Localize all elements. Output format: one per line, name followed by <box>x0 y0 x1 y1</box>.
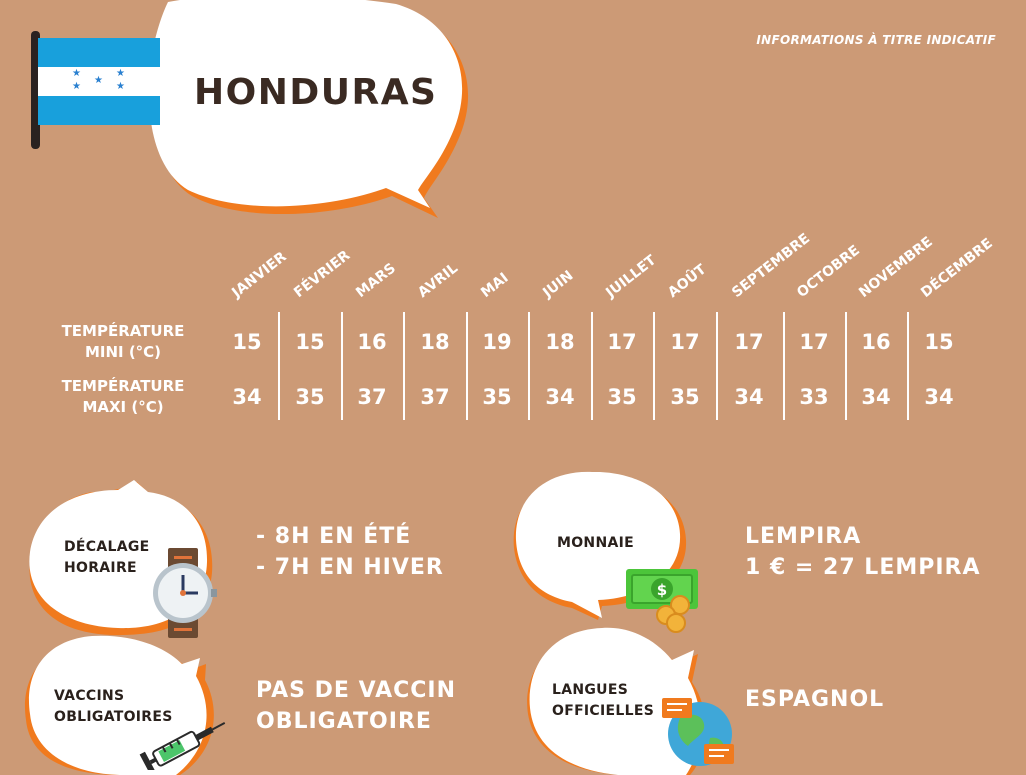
svg-text:★: ★ <box>116 81 125 92</box>
min-temp-value: 18 <box>545 330 575 354</box>
month-label: DÉCEMBRE <box>918 235 996 301</box>
max-temp-value: 35 <box>295 385 325 409</box>
vaccines-value: PAS DE VACCIN OBLIGATOIRE <box>256 678 457 734</box>
max-temp-value: 33 <box>799 385 829 409</box>
max-temp-value: 34 <box>232 385 262 409</box>
min-temp-value: 17 <box>799 330 829 354</box>
time-offset-value: - 8H EN ÉTÉ - 7H EN HIVER <box>256 524 444 580</box>
min-temp-value: 18 <box>420 330 450 354</box>
min-temp-label: TEMPÉRATURE MINI (°C) <box>61 322 185 361</box>
disclaimer-text: INFORMATIONS À TITRE INDICATIF <box>756 33 996 47</box>
svg-text:$: $ <box>656 581 668 599</box>
vaccines-label: VACCINS OBLIGATOIRES <box>54 688 173 725</box>
max-temp-value: 37 <box>357 385 387 409</box>
max-temp-value: 35 <box>607 385 637 409</box>
max-temp-value: 34 <box>545 385 575 409</box>
month-label: AVRIL <box>415 260 461 301</box>
syringe-icon <box>138 718 232 770</box>
svg-text:★: ★ <box>72 81 81 92</box>
month-label: JANVIER <box>229 248 290 301</box>
money-icon <box>622 565 702 635</box>
min-temp-value: 17 <box>670 330 700 354</box>
country-title: HONDURAS <box>194 72 438 113</box>
svg-text:★: ★ <box>72 68 81 79</box>
max-temp-label: TEMPÉRATURE MAXI (°C) <box>61 377 185 416</box>
honduras-flag-icon <box>28 28 164 152</box>
max-temp-value: 34 <box>734 385 764 409</box>
currency-value: LEMPIRA 1 € = 27 LEMPIRA <box>745 524 981 580</box>
month-label: JUIN <box>540 267 577 301</box>
globe-speech-icon <box>660 694 736 770</box>
svg-text:★: ★ <box>116 68 125 79</box>
max-temp-value: 34 <box>861 385 891 409</box>
month-label: AOÛT <box>665 261 710 301</box>
month-label: NOVEMBRE <box>856 233 936 301</box>
column-divider <box>716 312 718 420</box>
wristwatch-icon <box>148 546 218 642</box>
max-temp-value: 34 <box>924 385 954 409</box>
min-temp-value: 17 <box>734 330 764 354</box>
max-temp-value: 35 <box>482 385 512 409</box>
min-temp-value: 15 <box>232 330 262 354</box>
currency-label: MONNAIE <box>557 535 634 551</box>
languages-value: ESPAGNOL <box>745 687 885 712</box>
min-temp-value: 15 <box>295 330 325 354</box>
month-label: FÉVRIER <box>291 247 354 301</box>
max-temp-value: 37 <box>420 385 450 409</box>
min-temp-value: 16 <box>861 330 891 354</box>
month-label: SEPTEMBRE <box>729 230 814 301</box>
languages-label: LANGUES OFFICIELLES <box>552 682 655 719</box>
month-label: JUILLET <box>603 252 660 301</box>
max-temp-value: 35 <box>670 385 700 409</box>
month-label: OCTOBRE <box>794 242 863 301</box>
time-offset-label: DÉCALAGE HORAIRE <box>64 539 150 576</box>
svg-text:★: ★ <box>94 75 103 86</box>
min-temp-value: 16 <box>357 330 387 354</box>
min-temp-value: 19 <box>482 330 512 354</box>
month-label: MARS <box>353 260 399 301</box>
min-temp-value: 15 <box>924 330 954 354</box>
month-label: MAI <box>478 269 512 301</box>
min-temp-value: 17 <box>607 330 637 354</box>
